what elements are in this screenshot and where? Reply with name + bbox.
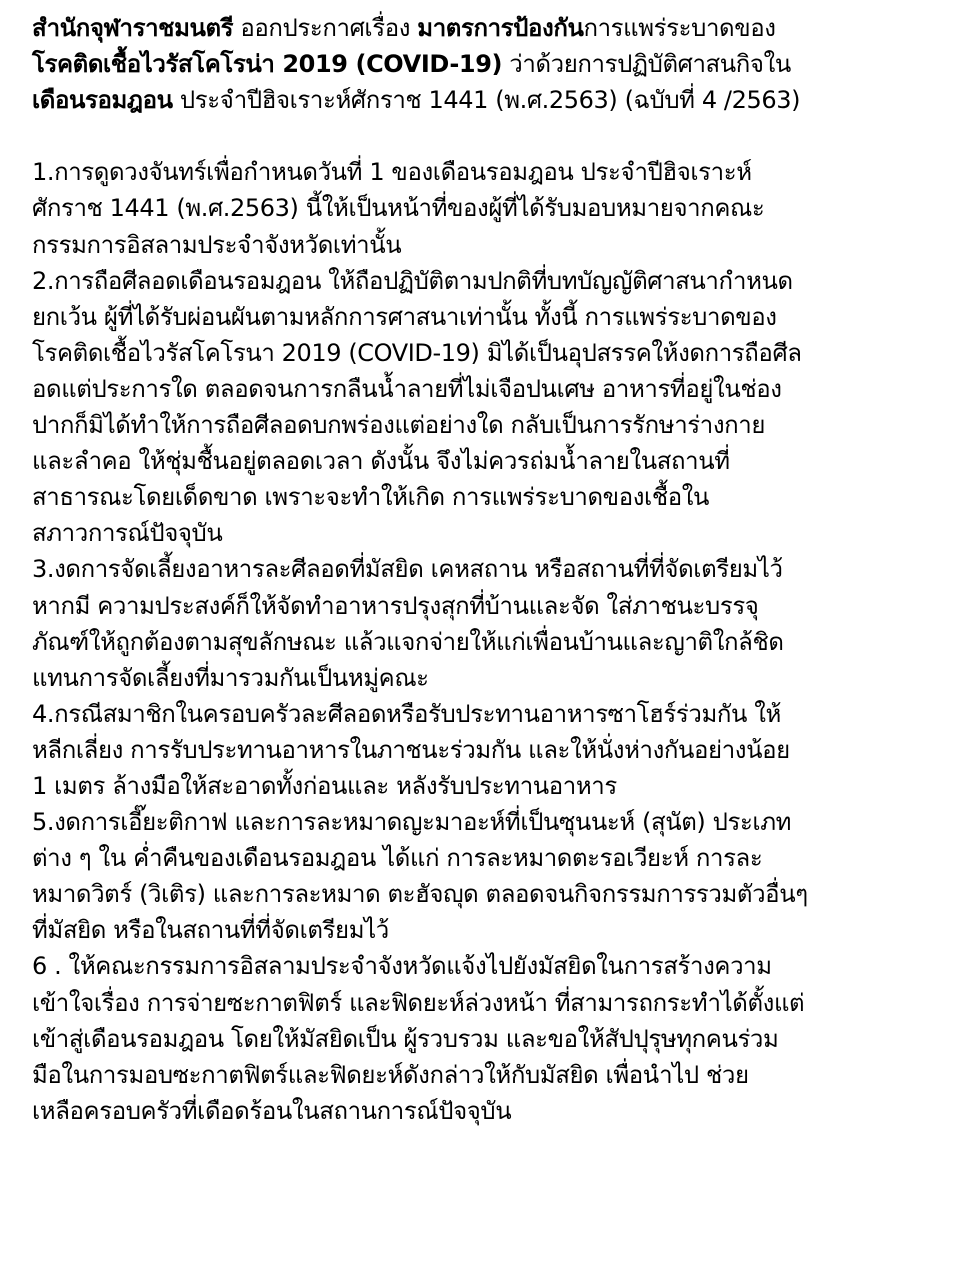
body-line: แทนการจัดเลี้ยงที่มารวมกันเป็นหมู่คณะ xyxy=(32,663,429,692)
header-line-3 xyxy=(32,82,964,118)
announcement-body xyxy=(32,154,964,1129)
body-line: และลำคอ ให้ชุ่มชื้นอยู่ตลอดเวลา ดังนั้น จึงไม่ควรถ่มน้ำลายในสถานที่ xyxy=(32,447,730,476)
body-line: หลีกเลี่ยง การรับประทานอาหารในภาชนะร่วมกัน และให้นั่งห่างกันอย่างน้อย xyxy=(32,735,790,764)
body-line: หมาดวิตร์ (วิเติร) และการละหมาด ตะฮัจญุด ตลอดจนกิจกรรมการรวมตัวอื่นๆ xyxy=(32,880,808,909)
body-line: 3.งดการจัดเลี้ยงอาหารละศีลอดที่มัสยิด เคหสถาน หรือสถานที่ที่จัดเตรียมไว้ xyxy=(32,555,783,584)
body-line: กรรมการอิสลามประจำจังหวัดเท่านั้น xyxy=(32,230,402,259)
organization-name: สำนักจุฬาราชมนตรี xyxy=(32,14,234,42)
announcement-header xyxy=(32,10,964,118)
body-line: ต่าง ๆ ใน ค่ำคืนของเดือนรอมฎอน ได้แก่ การละหมาดตะรอเวียะห์ การละ xyxy=(32,844,763,873)
body-line: ศักราช 1441 (พ.ศ.2563) นี้ให้เป็นหน้าที่ของผู้ที่ได้รับมอบหมายจากคณะ xyxy=(32,194,765,223)
body-line: ภัณฑ์ให้ถูกต้องตามสุขลักษณะ แล้วแจกจ่ายให้แก่เพื่อนบ้านและญาติใกล้ชิด xyxy=(32,627,784,656)
body-line: สภาวการณ์ปัจจุบัน xyxy=(32,519,223,548)
body-line: เข้าสู่เดือนรอมฎอน โดยให้มัสยิดเป็น ผู้รวบรวม และขอให้สัปปุรุษทุกคนร่วม xyxy=(32,1024,779,1053)
header-line-1 xyxy=(32,10,964,46)
body-line: 4.กรณีสมาชิกในครอบครัวละศีลอดหรือรับประทานอาหารซาโฮร์ร่วมกัน ให้ xyxy=(32,699,781,728)
header-line-2 xyxy=(32,46,964,82)
announcement-document xyxy=(32,10,964,1129)
body-line: มือในการมอบซะกาตฟิตร์และฟิดยะห์ดังกล่าวให้กับมัสยิด เพื่อนำไป ช่วย xyxy=(32,1060,749,1089)
body-line: ยกเว้น ผู้ที่ได้รับผ่อนผันตามหลักการศาสนาเท่านั้น ทั้งนี้ การแพร่ระบาดของ xyxy=(32,302,777,331)
body-line: 6 . ให้คณะกรรมการอิสลามประจำจังหวัดแจ้งไปยังมัสยิดในการสร้างความ xyxy=(32,952,772,981)
body-line: 1.การดูดวงจันทร์เพื่อกำหนดวันที่ 1 ของเดือนรอมฎอน ประจำปีฮิจเราะห์ xyxy=(32,158,752,187)
header-line-3-text: ประจำปีฮิจเราะห์ศักราช 1441 (พ.ศ.2563) (ฉบับที่ 4 /2563) xyxy=(172,86,801,115)
spacer xyxy=(32,118,964,154)
disease-name: โรคติดเชื้อไวรัสโคโรน่า 2019 (COVID-19) xyxy=(32,50,503,79)
body-line: หากมี ความประสงค์ก็ให้จัดทำอาหารปรุงสุกที่บ้านและจัด ใส่ภาชนะบรรจุ xyxy=(32,591,759,620)
body-line: 2.การถือศีลอดเดือนรอมฎอน ให้ถือปฏิบัติตามปกติที่บทบัญญัติศาสนากำหนด xyxy=(32,266,793,295)
body-line: โรคติดเชื้อไวรัสโคโรนา 2019 (COVID-19) มิได้เป็นอุปสรรคให้งดการถือศีล xyxy=(32,338,802,367)
body-line: 1 เมตร ล้างมือให้สะอาดทั้งก่อนและ หลังรับประทานอาหาร xyxy=(32,771,617,800)
measure-title: มาตรการป้องกัน xyxy=(417,14,584,42)
header-line-1-text-a: ออกประกาศเรื่อง xyxy=(233,14,418,42)
header-line-1-text-b: การแพร่ระบาดของ xyxy=(583,14,776,42)
body-line: ที่มัสยิด หรือในสถานที่ที่จัดเตรียมไว้ xyxy=(32,916,389,945)
body-line: ปากก็มิได้ทำให้การถือศีลอดบกพร่องแต่อย่างใด กลับเป็นการรักษาร่างกาย xyxy=(32,411,766,440)
body-line: เหลือครอบครัวที่เดือดร้อนในสถานการณ์ปัจจุบัน xyxy=(32,1096,512,1125)
body-line: อดแต่ประการใด ตลอดจนการกลืนน้ำลายที่ไม่เจือปนเศษ อาหารที่อยู่ในช่อง xyxy=(32,374,782,403)
body-line: สาธารณะโดยเด็ดขาด เพราะจะทำให้เกิด การแพร่ระบาดของเชื้อใน xyxy=(32,483,710,512)
month-name: เดือนรอมฎอน xyxy=(32,86,173,115)
header-line-2-text: ว่าด้วยการปฏิบัติศาสนกิจใน xyxy=(502,50,791,79)
body-line: เข้าใจเรื่อง การจ่ายซะกาตฟิตร์ และฟิดยะห์ล่วงหน้า ที่สามารถกระทำได้ตั้งแต่ xyxy=(32,988,805,1017)
body-line: 5.งดการเอี๊ยะติกาฟ และการละหมาดญะมาอะห์ที่เป็นซุนนะห์ (สุนัต) ประเภท xyxy=(32,808,792,837)
